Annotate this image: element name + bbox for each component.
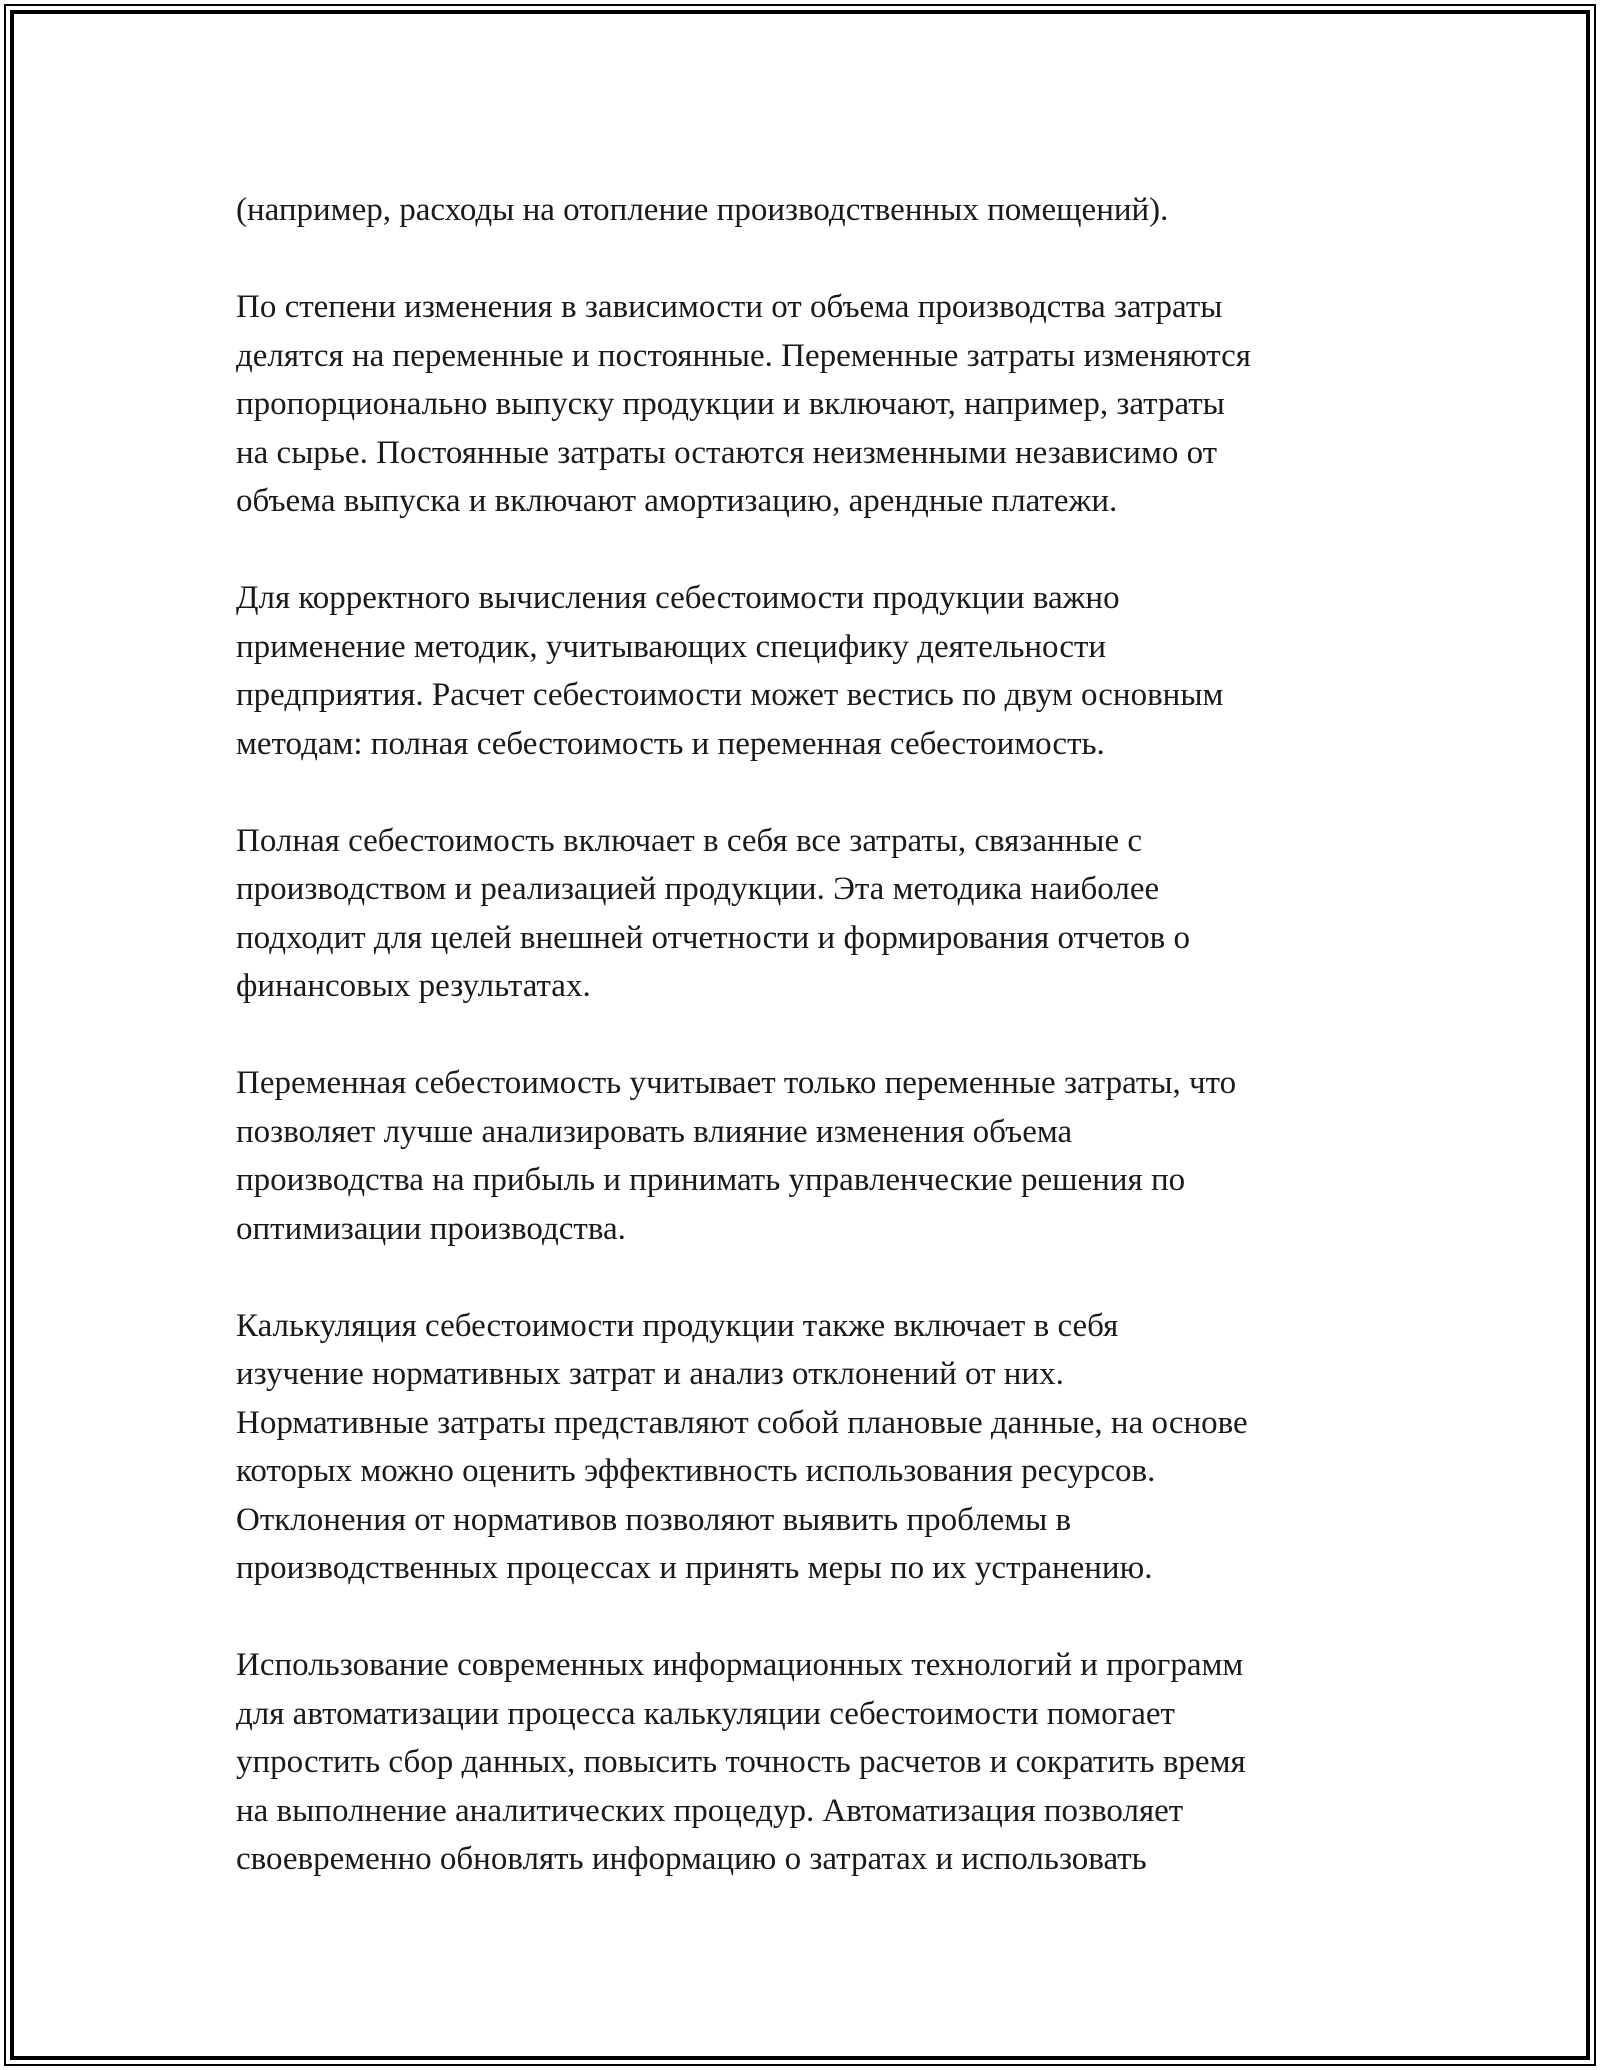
text-line: финансовых результатах. xyxy=(236,968,591,1004)
text-line: Полная себестоимость включает в себя все затраты, связанные с xyxy=(236,822,1143,859)
text-line: Переменная себестоимость учитывает только переменные затраты, что xyxy=(236,1065,1237,1101)
text-line: на выполнение аналитических процедур. Автоматизация позволяет xyxy=(236,1792,1184,1829)
text-line: для автоматизации процесса калькуляции себестоимости помогает xyxy=(236,1695,1175,1732)
text-line: применение методик, учитывающих специфику деятельности xyxy=(236,628,1107,665)
text-line: Отклонения от нормативов позволяют выявить проблемы в xyxy=(236,1501,1072,1538)
text-line: объема выпуска и включают амортизацию, арендные платежи. xyxy=(236,483,1118,519)
text-line: оптимизации производства. xyxy=(236,1210,626,1247)
paragraph-7 xyxy=(236,1641,1396,1884)
document-body xyxy=(236,186,1396,1884)
text-line: производства на прибыль и принимать управленческие решения по xyxy=(236,1162,1186,1198)
paragraph-6 xyxy=(236,1302,1396,1593)
paragraph-5 xyxy=(236,1059,1396,1253)
paragraph-3 xyxy=(236,574,1396,768)
paragraph-4 xyxy=(236,817,1396,1011)
text-line: позволяет лучше анализировать влияние изменения объема xyxy=(236,1113,1073,1150)
text-line: Калькуляция себестоимости продукции также включает в себя xyxy=(236,1307,1119,1344)
text-line: которых можно оценить эффективность использования ресурсов. xyxy=(236,1453,1156,1489)
text-line: изучение нормативных затрат и анализ отклонений от них. xyxy=(236,1356,1064,1392)
text-line: подходит для целей внешней отчетности и формирования отчетов о xyxy=(236,919,1190,956)
text-line: По степени изменения в зависимости от объема производства затраты xyxy=(236,289,1223,325)
text-line: производством и реализацией продукции. Эта методика наиболее xyxy=(236,871,1160,907)
text-line: упростить сбор данных, повысить точность расчетов и сократить время xyxy=(236,1744,1246,1780)
paragraph-2 xyxy=(236,283,1396,526)
text-line: делятся на переменные и постоянные. Переменные затраты изменяются xyxy=(236,337,1251,374)
text-line: пропорционально выпуску продукции и включают, например, затраты xyxy=(236,386,1225,422)
text-line: производственных процессах и принять меры по их устранению. xyxy=(236,1550,1153,1586)
text-line: Использование современных информационных технологий и программ xyxy=(236,1647,1244,1683)
text-line: на сырье. Постоянные затраты остаются неизменными независимо от xyxy=(236,434,1218,471)
text-line: своевременно обновлять информацию о затратах и использовать xyxy=(236,1841,1147,1877)
text-line: Нормативные затраты представляют собой плановые данные, на основе xyxy=(236,1404,1248,1441)
paragraph-1 xyxy=(236,186,1396,235)
text-line: (например, расходы на отопление производственных помещений). xyxy=(236,192,1169,228)
text-line: Для корректного вычисления себестоимости продукции важно xyxy=(236,580,1120,616)
text-line: методам: полная себестоимость и переменная себестоимость. xyxy=(236,725,1105,762)
text-line: предприятия. Расчет себестоимости может вестись по двум основным xyxy=(236,677,1224,713)
